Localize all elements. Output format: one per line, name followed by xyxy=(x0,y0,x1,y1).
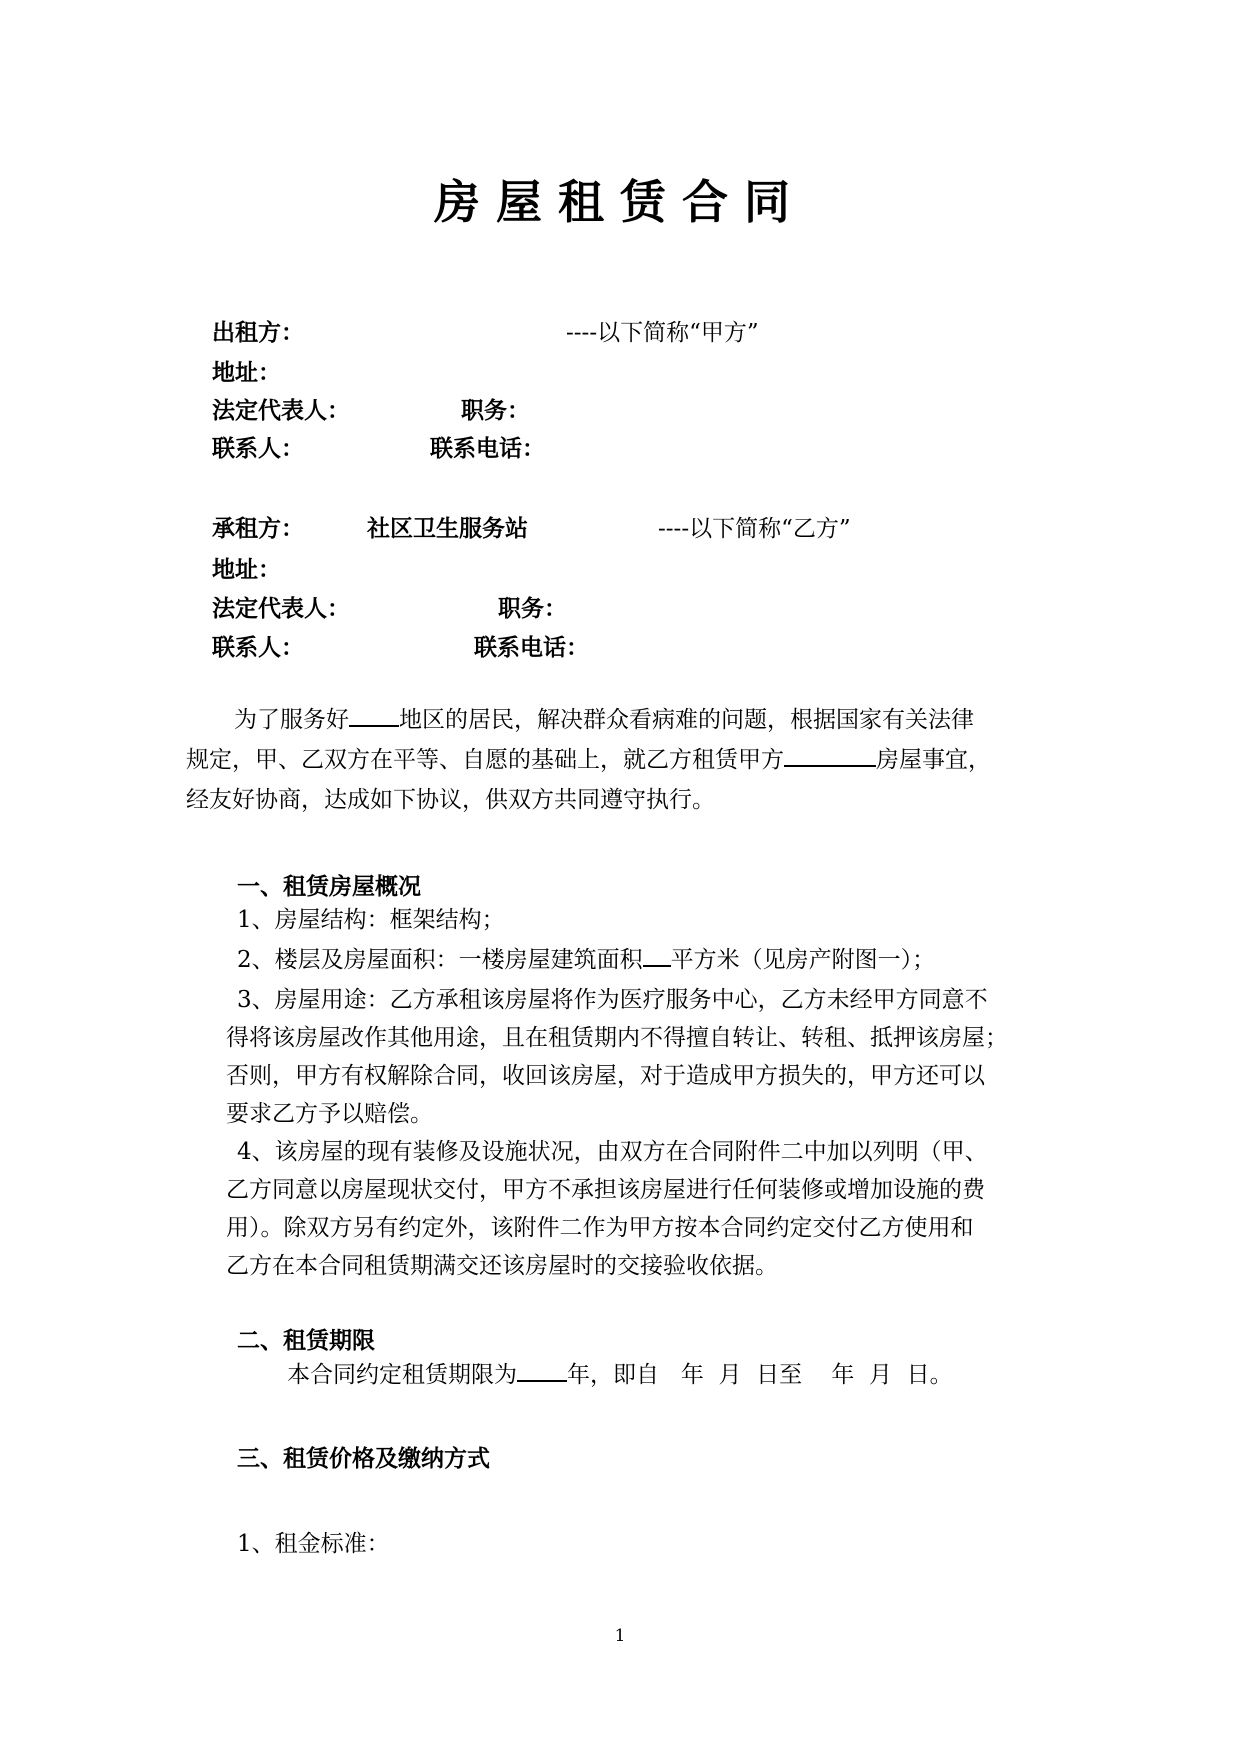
section-2-heading: 二、租赁期限 xyxy=(237,1327,375,1354)
property-blank[interactable] xyxy=(784,743,876,767)
section-2-line-a: 本合同约定租赁期限为 xyxy=(287,1362,517,1388)
intro-line-2 xyxy=(186,740,991,780)
section-1-item-2-a: 2、楼层及房屋面积：一楼房屋建筑面积 xyxy=(237,947,643,973)
section-1-item-1: 1、房屋结构：框架结构； xyxy=(237,907,505,933)
lessee-rep-label: 法定代表人： xyxy=(212,595,350,622)
lessee-contact-label: 联系人： xyxy=(212,634,304,661)
region-blank[interactable] xyxy=(349,703,399,727)
section-3-item-1: 1、租金标准： xyxy=(237,1531,390,1557)
years-blank[interactable] xyxy=(517,1358,567,1382)
section-3-heading: 三、租赁价格及缴纳方式 xyxy=(237,1445,490,1472)
section-1-item-2-b: 平方米（见房产附图一）； xyxy=(670,947,936,973)
section-1-item-4-line-1: 4、该房屋的现有装修及设施状况，由双方在合同附件二中加以列明（甲、 xyxy=(237,1139,988,1165)
intro-line-2-a: 规定，甲、乙双方在平等、自愿的基础上，就乙方租赁甲方 xyxy=(186,747,784,773)
section-1-item-3-line-2: 得将该房屋改作其他用途，且在租赁期内不得擅自转让、转租、抵押该房屋； xyxy=(226,1025,1008,1051)
section-2-line xyxy=(287,1355,953,1395)
lessor-rep-label: 法定代表人： xyxy=(212,397,350,424)
lessee-note: ----以下简称“乙方” xyxy=(658,516,851,542)
page-number: 1 xyxy=(614,1626,626,1646)
lessee-label: 承租方： xyxy=(212,515,304,542)
section-1-item-4-line-4: 乙方在本合同租赁期满交还该房屋时的交接验收依据。 xyxy=(226,1253,778,1279)
section-1-item-4-line-2: 乙方同意以房屋现状交付，甲方不承担该房屋进行任何装修或增加设施的费 xyxy=(226,1177,985,1203)
lessee-phone-label: 联系电话： xyxy=(474,634,589,661)
section-1-item-4-line-3: 用）。除双方另有约定外，该附件二作为甲方按本合同约定交付乙方使用和 xyxy=(226,1215,974,1241)
intro-line-1-a: 为了服务好 xyxy=(234,707,349,733)
lessor-contact-label: 联系人： xyxy=(212,435,304,462)
area-blank[interactable] xyxy=(643,943,671,967)
intro-line-2-b: 房屋事宜， xyxy=(876,747,991,773)
lessor-phone-label: 联系电话： xyxy=(430,435,545,462)
lessor-position-label: 职务： xyxy=(461,397,530,424)
section-1-item-3-line-1: 3、房屋用途：乙方承租该房屋将作为医疗服务中心，乙方未经甲方同意不 xyxy=(237,987,988,1013)
intro-line-1 xyxy=(234,700,974,740)
lessee-address-label: 地址： xyxy=(212,556,281,583)
intro-line-1-b: 地区的居民，解决群众看病难的问题，根据国家有关法律 xyxy=(399,707,974,733)
lessee-position-label: 职务： xyxy=(498,595,567,622)
section-1-item-3-line-4: 要求乙方予以赔偿。 xyxy=(226,1101,433,1127)
lessor-address-label: 地址： xyxy=(212,359,281,386)
document-title: 房屋租赁合同 xyxy=(434,175,806,229)
section-1-item-3-line-3: 否则，甲方有权解除合同，收回该房屋，对于造成甲方损失的，甲方还可以 xyxy=(226,1063,985,1089)
section-2-line-b: 年，即自 年 月 日至 年 月 日。 xyxy=(567,1362,953,1388)
intro-line-3: 经友好协商，达成如下协议，供双方共同遵守执行。 xyxy=(186,787,715,813)
lessor-note: ----以下简称“甲方” xyxy=(566,320,759,346)
lessee-name: 社区卫生服务站 xyxy=(367,515,528,542)
section-1-heading: 一、租赁房屋概况 xyxy=(237,873,421,900)
lessor-label: 出租方： xyxy=(212,319,304,346)
section-1-item-2 xyxy=(237,940,935,980)
